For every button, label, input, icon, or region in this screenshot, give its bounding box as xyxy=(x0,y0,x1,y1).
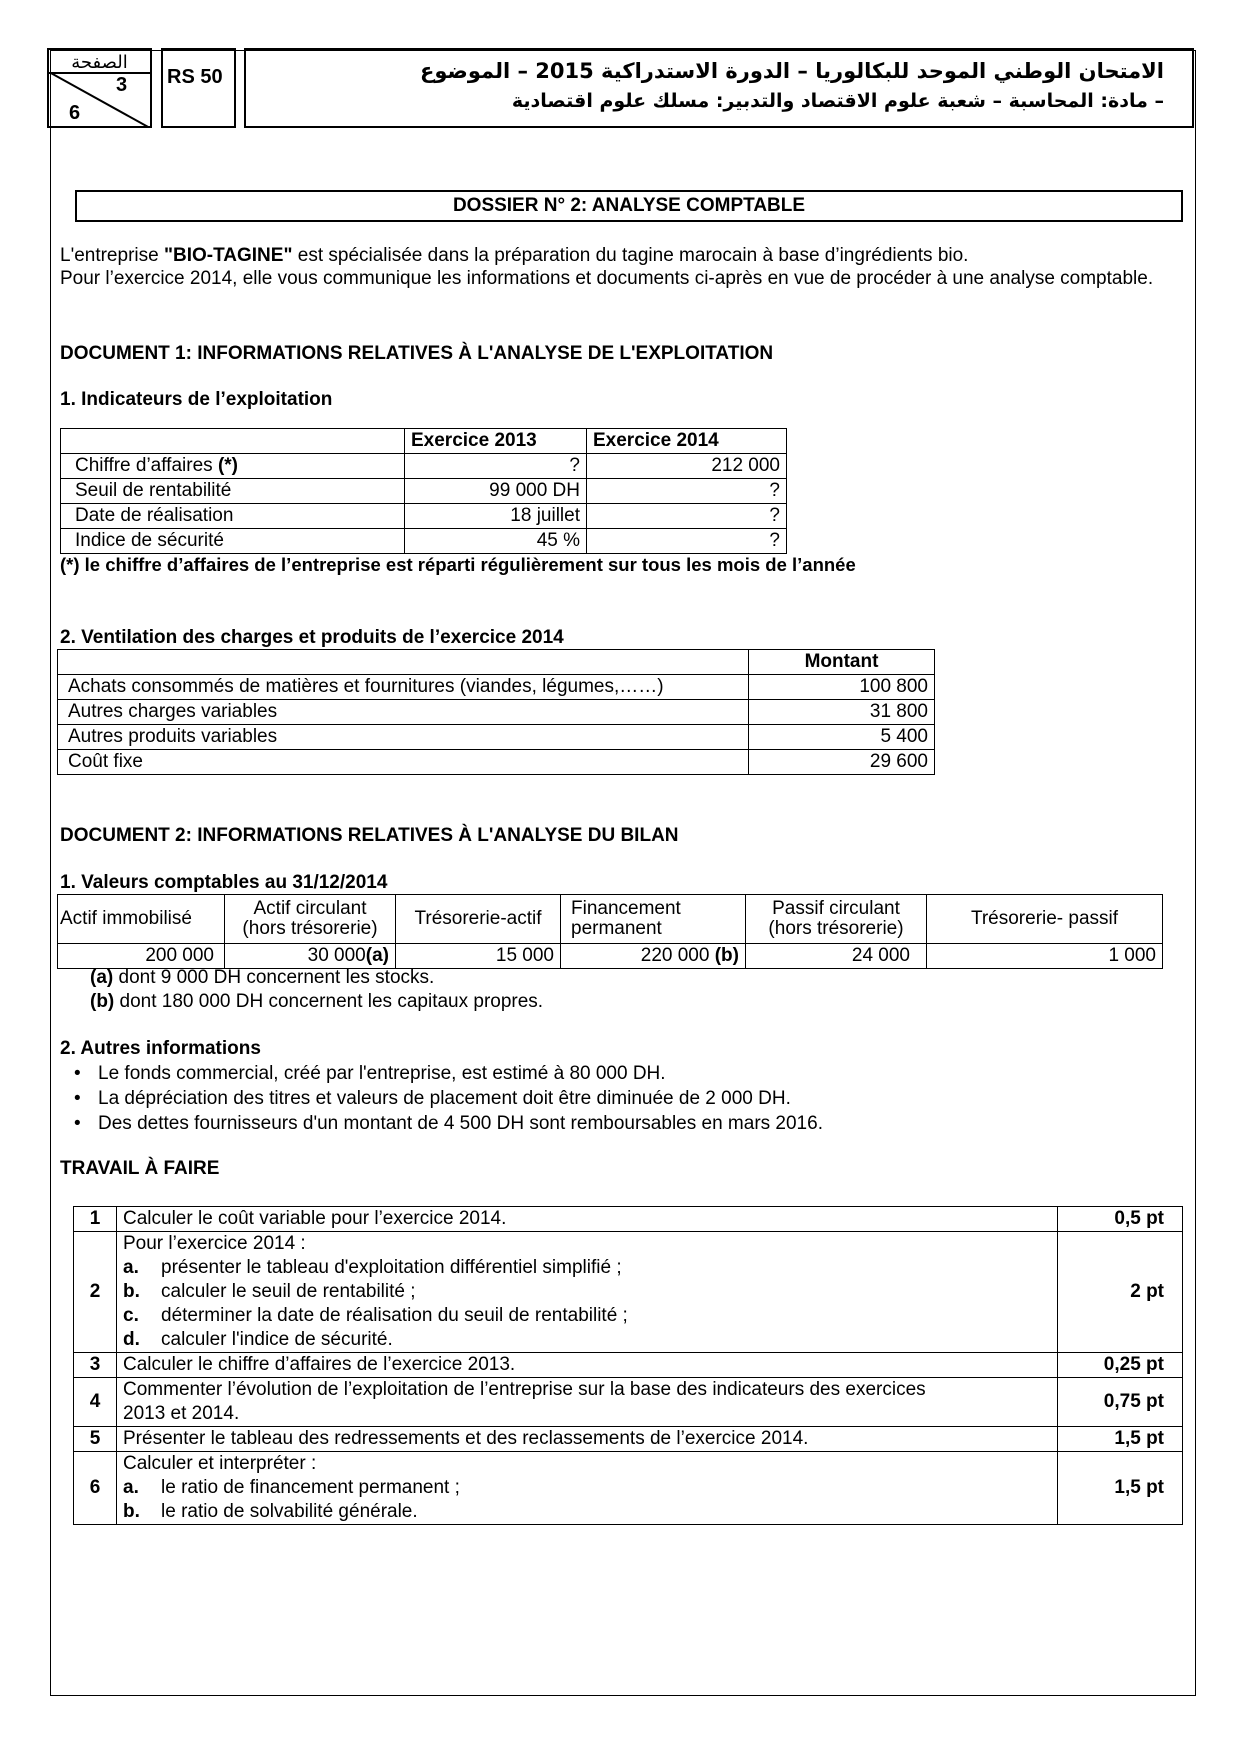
exam-title-line2: – مادة: المحاسبة – شعبة علوم الاقتصاد والتدبير: مسلك علوم اقتصادية xyxy=(511,90,1164,112)
page-number-box xyxy=(47,48,152,128)
diagonal-divider xyxy=(49,72,150,128)
table-row: 6 Calculer et interpréter : a. le ratio de financement permanent ; b. le ratio de solvabilité générale. 1,5 pt xyxy=(74,1452,1183,1525)
page-current: 3 xyxy=(116,74,128,96)
page-label: الصفحة xyxy=(71,52,128,73)
table-row: Autres charges variables 31 800 xyxy=(58,700,935,725)
doc2-section2-title: 2. Autres informations xyxy=(60,1038,261,1059)
table-row: 5 Présenter le tableau des redressements et des reclassements de l’exercice 2014. 1,5 pt xyxy=(74,1427,1183,1452)
note-b: (b) dont 180 000 DH concernent les capitaux propres. xyxy=(90,991,544,1012)
doc1-section1-title: 1. Indicateurs de l’exploitation xyxy=(60,389,333,410)
list-item: • Le fonds commercial, créé par l'entreprise, est estimé à 80 000 DH. xyxy=(62,1061,823,1086)
table-row: Indice de sécurité 45 % ? xyxy=(61,529,787,554)
table-row: Achats consommés de matières et fournitures (viandes, légumes,……) 100 800 xyxy=(58,675,935,700)
travail-title: TRAVAIL À FAIRE xyxy=(60,1158,220,1179)
exam-code: RS 50 xyxy=(161,48,236,128)
list-item: • La dépréciation des titres et valeurs de placement doit être diminuée de 2 000 DH. xyxy=(62,1086,823,1111)
table-row: 4 Commenter l’évolution de l’exploitation de l’entreprise sur la base des indicateurs des exercices 2013 et 2014. 0,75 pt xyxy=(74,1378,1183,1427)
table-row: 1 Calculer le coût variable pour l’exercice 2014. 0,5 pt xyxy=(74,1207,1183,1232)
table-row: Chiffre d’affaires (*) ? 212 000 xyxy=(61,454,787,479)
amount-header: Montant xyxy=(749,650,935,675)
doc1-section2-title: 2. Ventilation des charges et produits de l’exercice 2014 xyxy=(60,627,564,648)
balance-values-table: Actif immobilisé Actif circulant (hors trésorerie) Trésorerie-actif Financement permanent Passif circulant (hors trésorerie) Trésorerie- passif 200 000 30 000(a) 15 000 220 000 (b) 24 000 1 000 xyxy=(57,894,1163,969)
col-2014-header: Exercice 2014 xyxy=(587,429,787,454)
doc1-title: DOCUMENT 1: INFORMATIONS RELATIVES À L'ANALYSE DE L'EXPLOITATION xyxy=(60,343,774,364)
col-2013-header: Exercice 2013 xyxy=(405,429,587,454)
page-total: 6 xyxy=(69,102,81,124)
exploitation-indicators-table xyxy=(60,428,787,554)
doc2-section1-title: 1. Valeurs comptables au 31/12/2014 xyxy=(60,872,388,893)
table-row: Coût fixe 29 600 xyxy=(58,750,935,775)
table-row: Seuil de rentabilité 99 000 DH ? xyxy=(61,479,787,504)
charges-products-table xyxy=(57,649,935,775)
exam-title xyxy=(244,48,1194,128)
other-info-list xyxy=(62,1061,823,1136)
tasks-table xyxy=(73,1206,1183,1525)
table-row: 3 Calculer le chiffre d’affaires de l’exercice 2013. 0,25 pt xyxy=(74,1353,1183,1378)
table-row: 200 000 30 000(a) 15 000 220 000 (b) 24 000 1 000 xyxy=(58,944,1163,969)
intro-text: L'entreprise "BIO-TAGINE" est spécialisée dans la préparation du tagine marocain à base d’ingrédients bio. Pour l’exercice 2014, elle vous communique les informations et documents ci-après en vue de procéder à une analyse comptable. xyxy=(60,245,1154,289)
exam-title-line1: الامتحان الوطني الموحد للبكالوريا – الدورة الاستدراكية 2015 – الموضوع xyxy=(420,59,1164,83)
note-a: (a) dont 9 000 DH concernent les stocks. xyxy=(90,967,435,988)
table-row: 2 Pour l’exercice 2014 : a. présenter le tableau d'exploitation différentiel simplifié ; b. calculer le seuil de rentabilité ; c. déterminer la date de réalisation du seuil de rentabilité ; d. calculer l'indice de sécurité. 2 pt xyxy=(74,1232,1183,1353)
list-item: • Des dettes fournisseurs d'un montant de 4 500 DH sont remboursables en mars 2016. xyxy=(62,1111,823,1136)
table-row: Autres produits variables 5 400 xyxy=(58,725,935,750)
doc2-title: DOCUMENT 2: INFORMATIONS RELATIVES À L'ANALYSE DU BILAN xyxy=(60,825,679,846)
dossier-title: DOSSIER N° 2: ANALYSE COMPTABLE xyxy=(75,190,1183,222)
table-row: Date de réalisation 18 juillet ? xyxy=(61,504,787,529)
footnote: (*) le chiffre d’affaires de l’entreprise est réparti régulièrement sur tous les mois de l’année xyxy=(60,554,856,575)
